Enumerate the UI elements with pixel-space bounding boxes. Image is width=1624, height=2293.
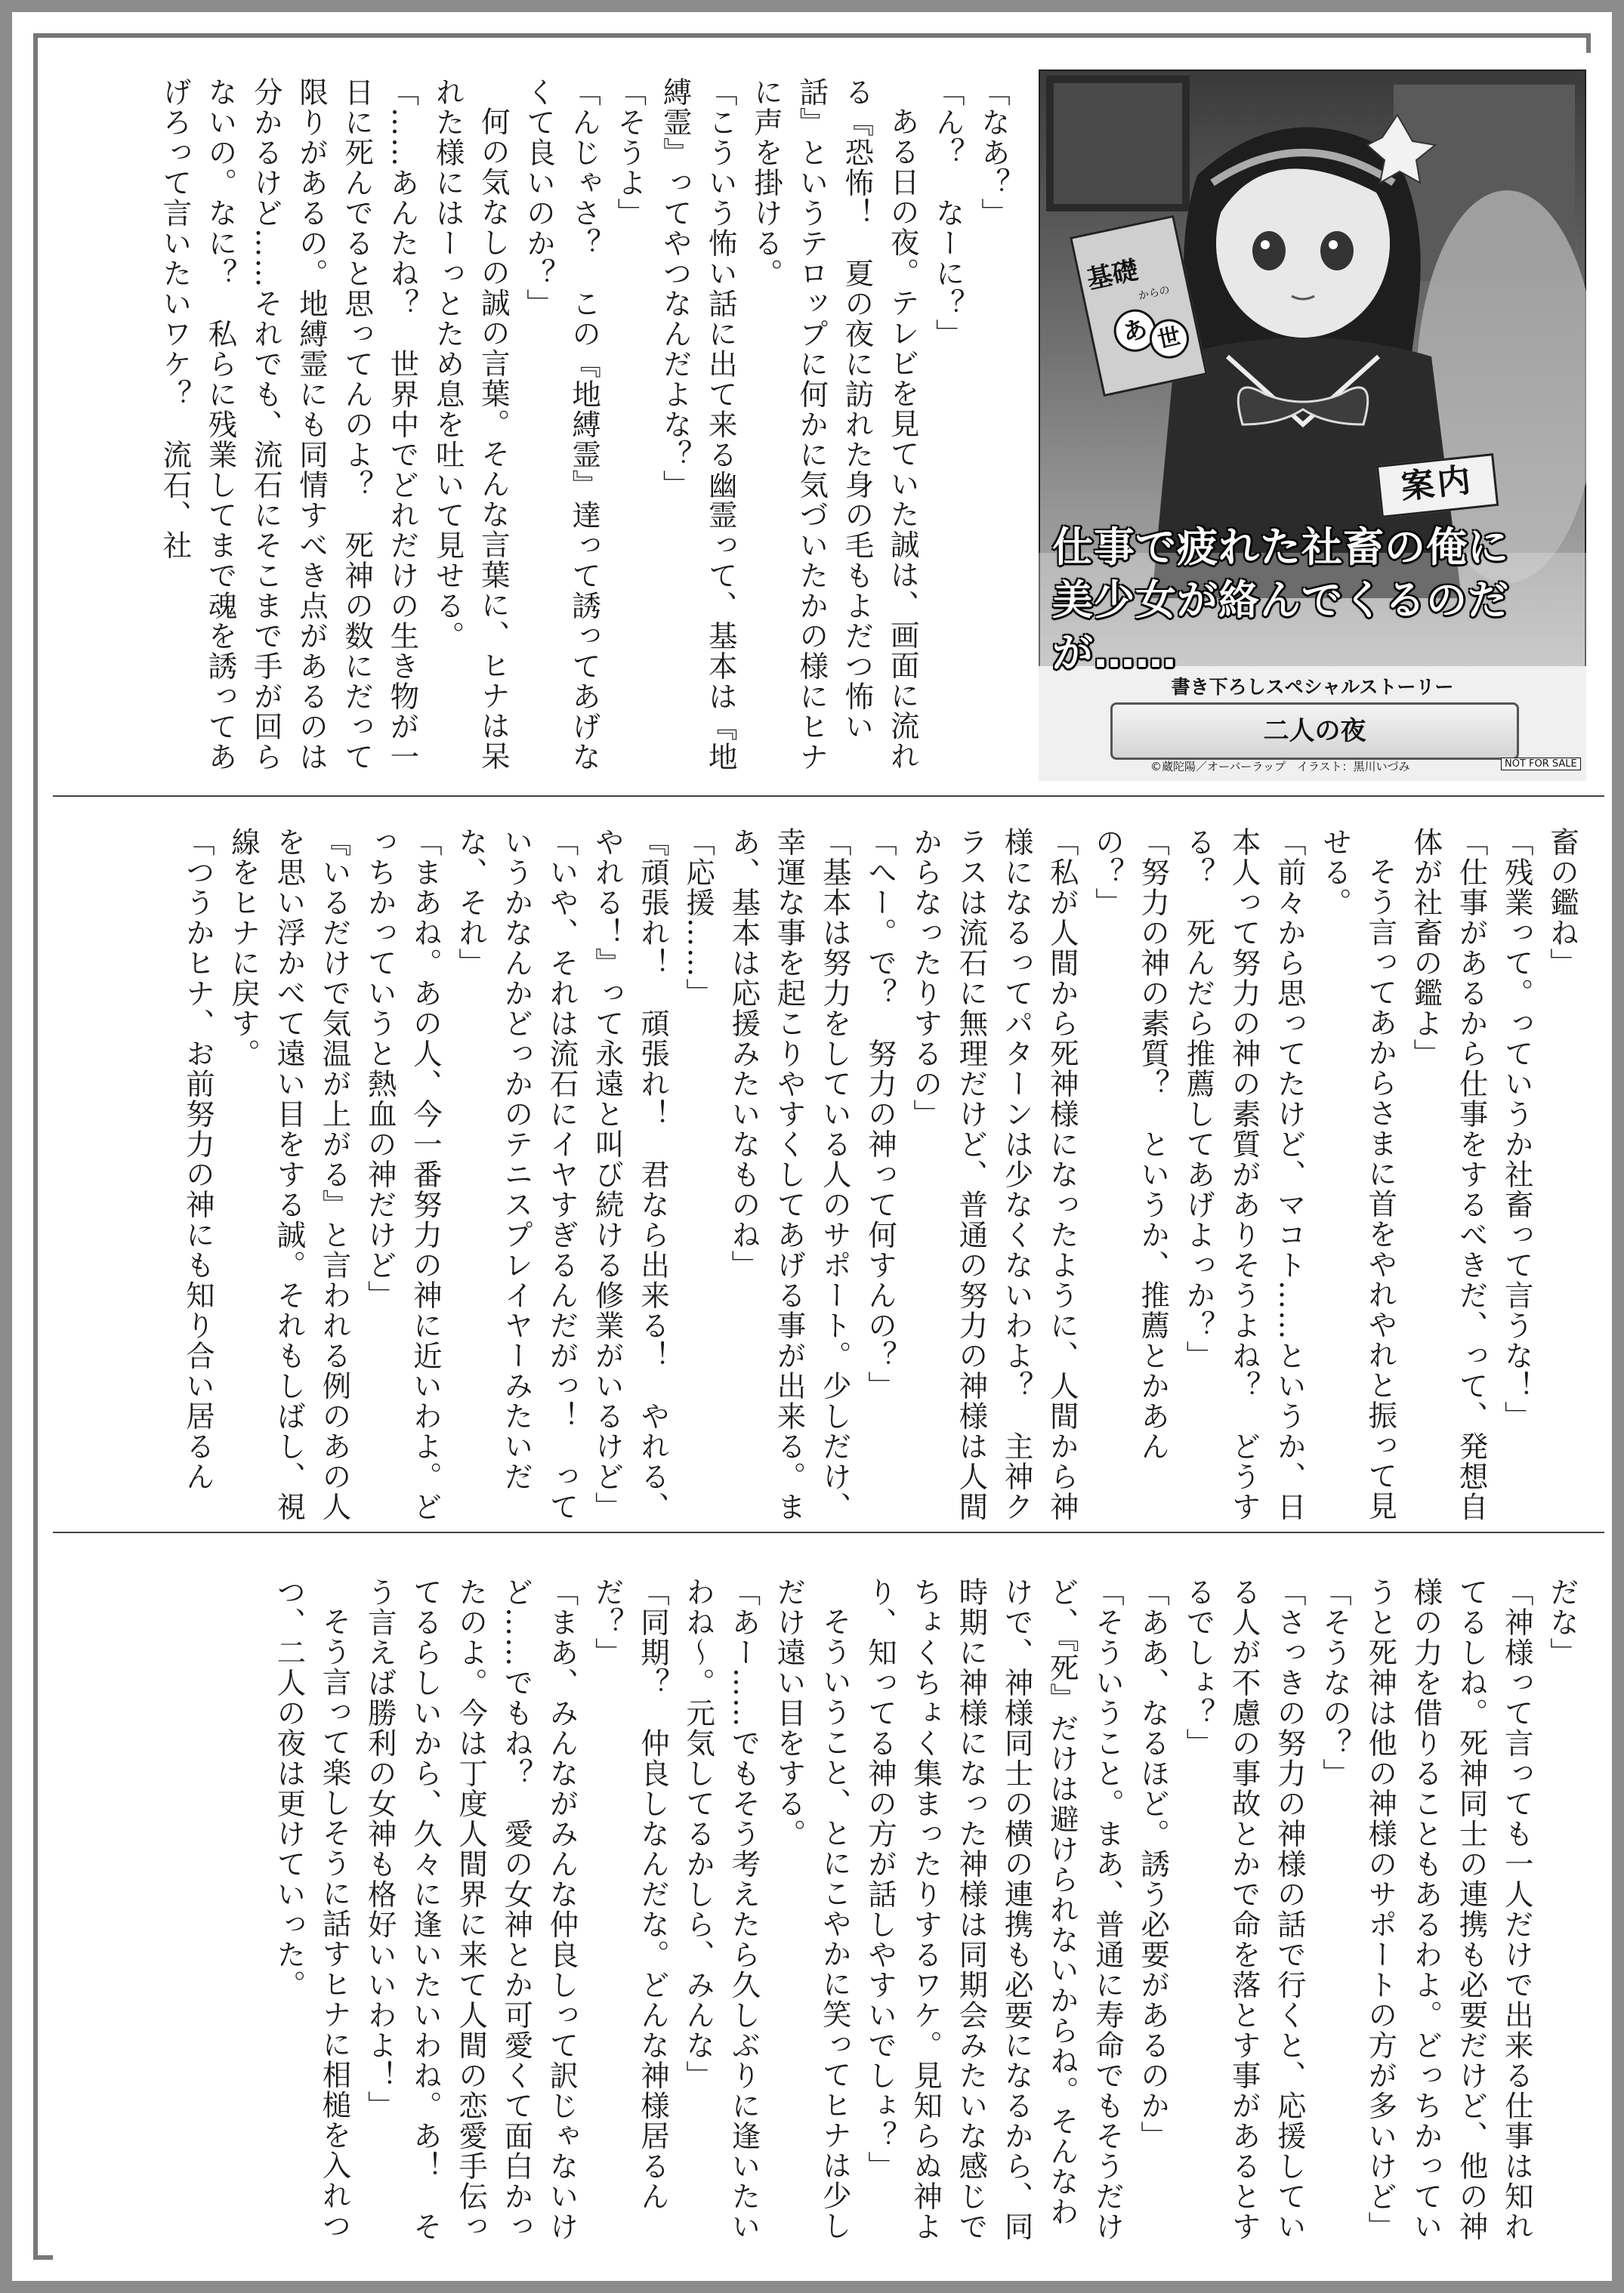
paragraph: 「ん？ なーに？」 — [931, 77, 965, 349]
paragraph: 「そうよ」 — [613, 77, 647, 228]
paragraph: 『頑張れ！ 頑張れ！ 君なら出来る！ やれる、やれる！』って永遠と叫び続ける修業がいるけど」 — [590, 827, 670, 1522]
paragraph: 「神様って言っても一人だけで出来る仕事は知れてるしね。死神同士の連携も必要だけど、他の神様の力を借りることもあるわよ。どっちかっていうと死神は他の神様のサポートの方が多いけど」 — [1363, 1577, 1534, 2242]
paragraph: 「前々から思ってたけど、マコト……というか、日本人って努力の神の素質がありそうよね？ どうする？ 死んだら推薦してあげよっか？」 — [1181, 827, 1307, 1522]
paragraph: 「私が人間から死神様になったように、人間から神様になるってパターンは少なくないわよ？ 主神クラスは流石に無理だけど、普通の努力の神様は人間からなったりするの」 — [909, 827, 1079, 1522]
book-circle-char: あ — [1110, 306, 1159, 356]
paragraph: 「残業って。っていうか社畜って言うな！」 — [1499, 827, 1534, 1431]
paragraph: 「まあ、みんながみんな仲良しって訳じゃないけど……でもね？ 愛の女神とか可愛くて面白かったのよ。今は丁度人間界に来て人間の恋愛手伝ってるらしいから、久々に逢いたいわね。あ！ そう言えば勝利の女神も格好いいわよ！」 — [363, 1577, 579, 2242]
paragraph: 「こういう怖い話に出て来る幽霊って、基本は『地縛霊』ってやつなんだよな？」 — [658, 77, 738, 772]
paragraph: ある日の夜。テレビを見ていた誠は、画面に流れる『恐怖！ 夏の夜に訪れた身の毛もよだつ怖い話』というテロップに何かに気づいたかの様にヒナに声を掛ける。 — [749, 77, 920, 772]
paragraph: 「さっきの努力の神様の話で行くと、応援している人が不慮の事故とかで命を落とす事があるとするでしょ？」 — [1181, 1577, 1307, 2242]
paragraph: 「そういうこと。まあ、普通に寿命でもそうだけど、『死』だけは避けられないからね。そんなわけで、神様同士の横の連携も必要になるから、同時期に神様になった神様は同期会みたいな感じでちょくちょく集まったりするワケ。見知らぬ神より、知ってる神の方が話しやすいでしょ？」 — [863, 1577, 1125, 2242]
cover-title-line: 仕事で疲れた社畜の俺に — [1052, 523, 1509, 571]
paragraph: 「基本は努力をしている人のサポート。少しだけ、幸運な事を起こりやすくしてあげる事が出来る。まあ、基本は応援みたいなものね」 — [727, 827, 852, 1522]
page-border-inner — [33, 33, 1591, 2260]
tier-divider — [53, 795, 1604, 797]
story-title: 二人の夜 — [1263, 716, 1366, 746]
paragraph: 「なあ？」 — [977, 77, 1011, 228]
paragraph: 何の気なしの誠の言葉。そんな言葉に、ヒナは呆れた様にはーっとため息を吐いて見せる。 — [431, 77, 511, 771]
cover-subtitle: 書き下ろしスペシャルストーリー — [1171, 676, 1454, 698]
paragraph: 「いや、それは流石にイヤすぎるんだがっ！ っていうかなんかどっかのテニスプレイヤーみたいだな、それ」 — [454, 827, 579, 1522]
armband-text: 案内 — [1399, 461, 1476, 507]
paragraph: そう言って楽しそうに話すヒナに相槌を入れつつ、二人の夜は更けていった。 — [272, 1577, 352, 2241]
story-tier-top — [68, 77, 1016, 779]
book-small-text: からの — [1137, 284, 1172, 303]
paragraph: 『いるだけで気温が上がる』と言われる例のあの人を思い浮かべて遠い目をする誠。それもしばし、視線をヒナに戻す。 — [227, 827, 352, 1522]
copyright-credit: ©蔵陀陽／オーバーラップ イラスト：黒川いづみ — [1150, 760, 1410, 773]
paragraph: 「んじゃさ？ この『地縛霊』達って誘ってあげなくて良いのか？」 — [521, 77, 602, 772]
paragraph: 「へー。で？ 努力の神って何すんの？」 — [863, 827, 897, 1401]
paragraph: 「応援……」 — [681, 827, 716, 1008]
paragraph: 「同期？ 仲良しなんだな。どんな神様居るんだ？」 — [590, 1577, 670, 2211]
story-tier-middle — [68, 827, 1585, 1529]
book-circle-char: 世 — [1146, 316, 1193, 363]
cover-title-line: 美少女が絡んでくるのだが…… — [1052, 576, 1509, 677]
paragraph: 「あー……でもそう考えたら久しぶりに逢いたいわね～。元気してるかしら、みんな」 — [681, 1577, 761, 2242]
paragraph: 「ああ、なるほど。誘う必要があるのか」 — [1136, 1577, 1171, 2151]
paragraph: そういうこと、とにこやかに笑ってヒナは少しだけ遠い目をする。 — [772, 1577, 852, 2241]
paragraph: 「努力の神の素質？ というか、推薦とかあんの？」 — [1090, 827, 1171, 1461]
document-page — [53, 53, 1604, 2273]
paragraph: 「まあね。あの人、今一番努力の神に近いわよ。どっちかっていうと熱血の神だけど」 — [363, 827, 443, 1522]
cover-illustration — [1039, 69, 1586, 781]
paragraph: 「そうなの？」 — [1317, 1577, 1352, 1788]
page-border-mid — [12, 12, 1612, 2281]
book-title: 基礎 — [1084, 255, 1141, 295]
paragraph: 「仕事があるから仕事をするべきだ、って、発想自体が社畜の鑑よ」 — [1409, 827, 1489, 1522]
story-title-plate — [1110, 702, 1519, 760]
paragraph: そう言ってあからさまに首をやれやれと振って見せる。 — [1317, 827, 1398, 1521]
paragraph: 畜の鑑ね」 — [1545, 827, 1579, 978]
story-tier-bottom — [68, 1577, 1585, 2257]
cover-title — [1052, 521, 1573, 680]
paragraph: 「……あんたね？ 世界中でどれだけの生き物が一日に死んでると思ってんのよ？ 死神の数にだって限りがあるの。地縛霊にも同情すべき点があるのは分かるけど……それでも、流石にそこまで手が回らないの。なに？ 私らに残業してまで魂を誘ってあげろって言いたいワケ？ 流石、社 — [158, 77, 420, 772]
tier-divider — [53, 1532, 1604, 1533]
paragraph: だな」 — [1545, 1577, 1579, 1668]
paragraph: 「つうかヒナ、お前努力の神にも知り合い居るん — [181, 827, 215, 1492]
not-for-sale-badge: NOT FOR SALE — [1501, 758, 1581, 770]
